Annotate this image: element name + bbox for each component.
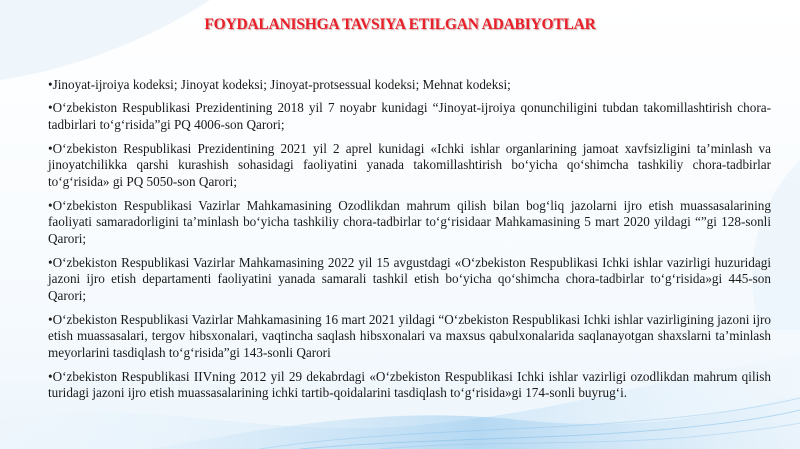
reference-item: •O‘zbekiston Respublikasi Prezidentining 2021 yil 2 aprel kunidagi «Ichki ishlar organlarining jamoat xavfsizligini ta’minlash va jinoyatchilikka qarshi kurashish sohasidagi faoliyatini yanada takomillashtirish bo‘yicha qo‘shimcha tashkiliy chora-tadbirlar to‘g‘risida» gi PQ 5050-son Qarori;: [48, 140, 771, 190]
reference-item: •O‘zbekiston Respublikasi IIVning 2012 yil 29 dekabrdagi «O‘zbekiston Respublikasi Ichki ishlar vazirligi ozodlikdan mahrum qilish turidagi jazoni ijro etish muassasalarining ichki tartib-qoidalarini tasdiqlash to‘g‘risida»gi 174-sonli buyrug‘i.: [48, 368, 771, 401]
reference-item: •O‘zbekiston Respublikasi Vazirlar Mahkamasining Ozodlikdan mahrum qilish bilan bog‘liq jazolarni ijro etish muassasalarining faoliyati samaradorligini ta’minlash bo‘yicha tashkiliy chora-tadbirlar to‘g‘risidaar Mahkamasining 5 mart 2020 yildagi “”gi 128-sonli Qarori;: [48, 197, 771, 247]
reference-list: [48, 77, 771, 402]
reference-item: •O‘zbekiston Respublikasi Vazirlar Mahkamasining 2022 yil 15 avgustdagi «O‘zbekiston Respublikasi Ichki ishlar vazirligi huzuridagi jazoni ijro etish departamenti faoliyatini yanada samarali tashkil etish bo‘yicha qo‘shimcha chora-tadbirlar to‘g‘risida»gi 445-son Qarori;: [48, 254, 771, 304]
reference-item: •O‘zbekiston Respublikasi Prezidentining 2018 yil 7 noyabr kunidagi “Jinoyat-ijroiya qonunchiligini tubdan takomillashtirish chora-tadbirlari to‘g‘risida”gi PQ 4006-son Qarori;: [48, 100, 771, 133]
slide-title: FOYDALANISHGA TAVSIYA ETILGAN ADABIYOTLAR: [204, 16, 596, 33]
reference-item: •Jinoyat-ijroiya kodeksi; Jinoyat kodeksi; Jinoyat-protsessual kodeksi; Mehnat kodeksi;: [48, 77, 511, 92]
reference-item: •O‘zbekiston Respublikasi Vazirlar Mahkamasining 16 mart 2021 yildagi “O‘zbekiston Respublikasi Ichki ishlar vazirligining jazoni ijro etish muassasalari, tergov hibsxonalari, vaqtincha saqlash hibsxonalari va maxsus qabulxonalarida saqlanayotgan shaxslarni ta’minlash meyorlarini tasdiqlash to‘g‘risida”gi 143-sonli Qarori: [48, 311, 771, 361]
